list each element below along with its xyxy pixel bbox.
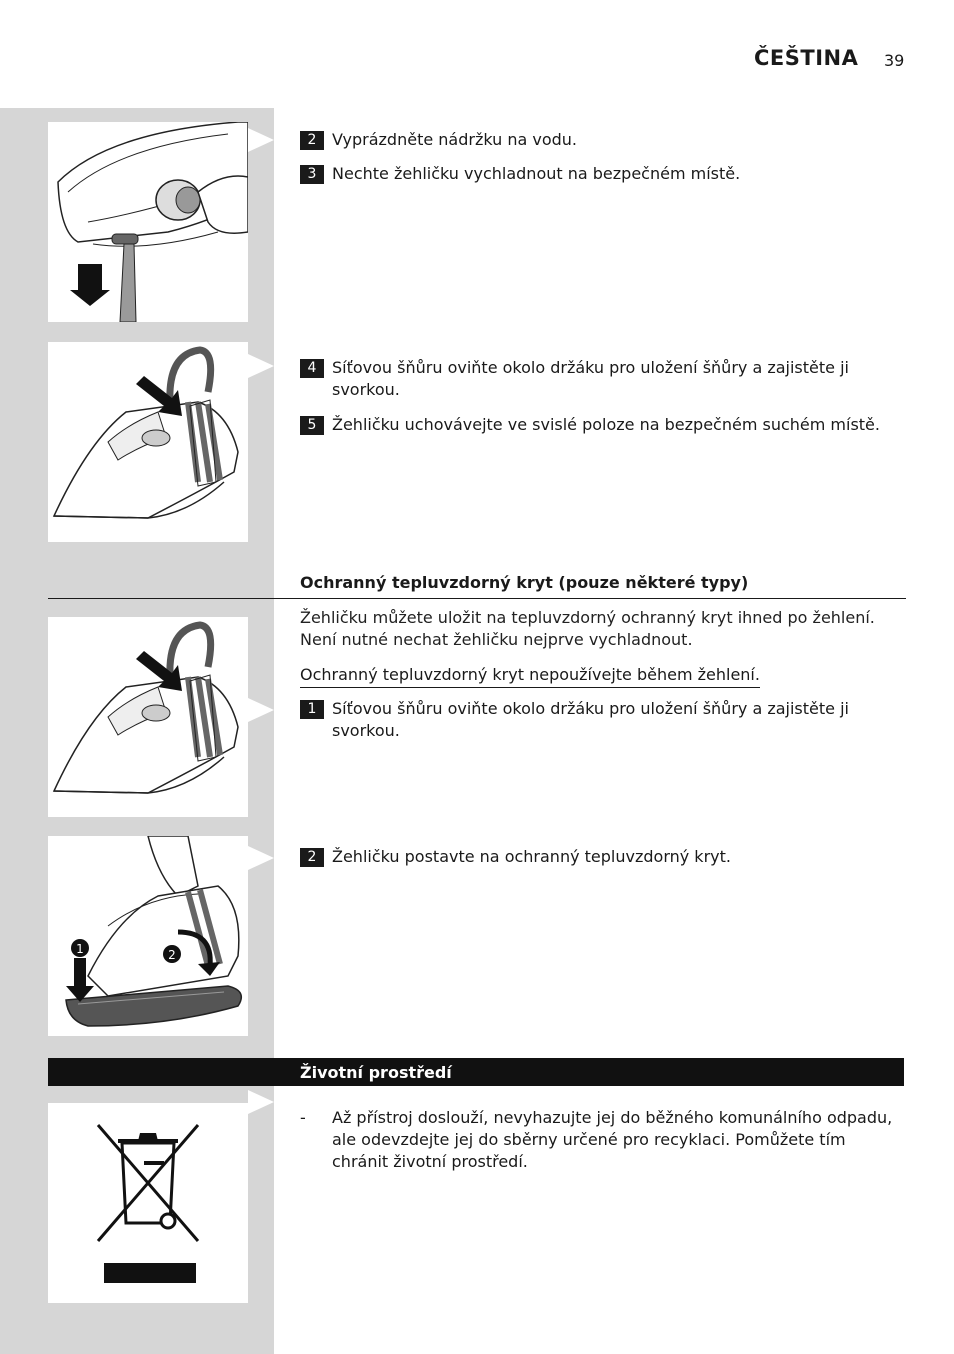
empty-water-tank-illustration [48,122,248,322]
step-text: Síťovou šňůru oviňte okolo držáku pro uložení šňůry a zajistěte ji svorkou. [332,699,849,740]
step-number: 2 [300,131,324,150]
cord-wrap-illustration [48,342,248,542]
step-number: 2 [300,848,324,867]
panel-pointer [248,698,274,722]
step-item [300,163,906,185]
heat-cover-illustration [48,836,248,1036]
section-title: Životní prostředí [300,1063,452,1082]
cord-wrap-illustration [48,617,248,817]
step-text: Žehličku postavte na ochranný tepluvzdorný kryt. [332,847,731,866]
panel-pointer [248,128,274,152]
step-text: Nechte žehličku vychladnout na bezpečném místě. [332,164,741,183]
panel-pointer [248,846,274,870]
step-item [300,129,906,151]
panel-pointer [248,1090,274,1114]
step-item [300,846,906,868]
list-item [300,1107,906,1173]
figure-step-label: 1 [76,942,84,956]
page-number: 39 [884,51,905,70]
bullet-dash: - [300,1108,306,1127]
step-item [300,698,906,742]
step-number: 3 [300,165,324,184]
panel-pointer [248,354,274,378]
section-divider [48,598,906,599]
section-heading: Ochranný tepluvzdorný kryt (pouze některé typy) [300,573,749,592]
warning-text: Ochranný tepluvzdorný kryt nepoužívejte během žehlení. [300,664,760,688]
language-header: ČEŠTINA [754,46,859,70]
step-number: 1 [300,700,324,719]
step-text: Vyprázdněte nádržku na vodu. [332,130,578,149]
step-item [300,414,906,436]
step-number: 5 [300,416,324,435]
step-number: 4 [300,359,324,378]
section-bar [48,1058,904,1086]
figure-step-label: 2 [168,948,176,962]
crossed-bin-icon [48,1103,248,1303]
bullet-text: Až přístroj doslouží, nevyhazujte jej do běžného komunálního odpadu, ale odevzdejte jej do sběrny určené pro recyklaci. Pomůžete tím chránit životní prostředí. [332,1108,893,1171]
step-text: Žehličku uchovávejte ve svislé poloze na bezpečném suchém místě. [332,415,880,434]
step-item [300,357,906,401]
intro-paragraph: Žehličku můžete uložit na tepluvzdorný ochranný kryt ihned po žehlení. Není nutné nechat žehličku nejprve vychladnout. [300,608,875,649]
step-text: Síťovou šňůru oviňte okolo držáku pro uložení šňůry a zajistěte ji svorkou. [332,358,849,399]
